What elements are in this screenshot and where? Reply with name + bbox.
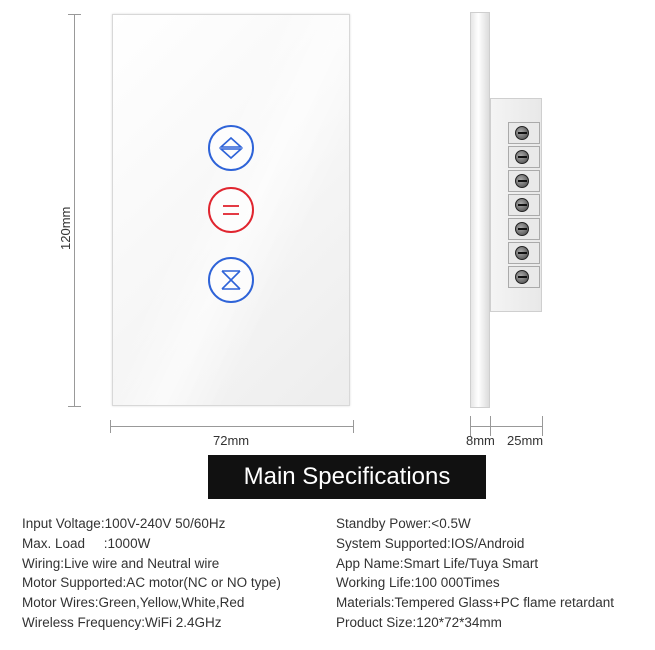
height-dimension-cap-top [68,14,81,15]
spec-line: Materials:Tempered Glass+PC flame retardant [336,595,614,611]
hourglass-icon [218,267,244,293]
side-glass-plate [470,12,490,408]
spec-line: System Supported:IOS/Android [336,535,525,551]
side-dimension-line [470,426,542,427]
up-down-arrows-icon [218,135,244,161]
terminal [508,242,540,264]
specs-right-column [336,514,614,633]
screw-icon [515,150,529,164]
screw-icon [515,126,529,140]
width-dimension-cap-left [110,420,111,433]
spec-line: Motor Wires:Green,Yellow,White,Red [22,595,245,611]
screw-icon [515,246,529,260]
pause-lines-icon [218,197,244,223]
height-dimension-cap-bottom [68,406,81,407]
width-dimension-line [110,426,354,427]
screw-icon [515,270,529,284]
close-button[interactable] [208,257,254,303]
open-button[interactable] [208,125,254,171]
pause-button[interactable] [208,187,254,233]
height-dimension-line [74,14,75,406]
spec-line: App Name:Smart Life/Tuya Smart [336,555,539,571]
width-dimension-label: 72mm [213,433,250,448]
screw-icon [515,222,529,236]
body-depth-label: 25mm [507,433,544,448]
spec-line: Product Size:120*72*34mm [336,614,502,630]
spec-line: Motor Supported:AC motor(NC or NO type) [22,575,281,591]
spec-line: Input Voltage:100V-240V 50/60Hz [22,516,226,531]
spec-line: Working Life:100 000Times [336,575,500,591]
terminal [508,194,540,216]
spec-title: Main Specifications [208,455,486,499]
specs-left-column [22,514,281,633]
terminal [508,146,540,168]
height-dimension-label: 120mm [58,206,73,250]
terminal [508,122,540,144]
width-dimension-cap-right [353,420,354,433]
terminal [508,218,540,240]
spec-line: Max. Load :1000W [22,535,151,551]
terminal [508,266,540,288]
spec-line: Wireless Frequency:WiFi 2.4GHz [22,614,222,630]
spec-line: Wiring:Live wire and Neutral wire [22,555,220,571]
glass-thickness-label: 8mm [466,433,495,448]
spec-line: Standby Power:<0.5W [336,516,471,531]
terminal [508,170,540,192]
screw-icon [515,174,529,188]
screw-icon [515,198,529,212]
switch-front-panel [112,14,350,406]
